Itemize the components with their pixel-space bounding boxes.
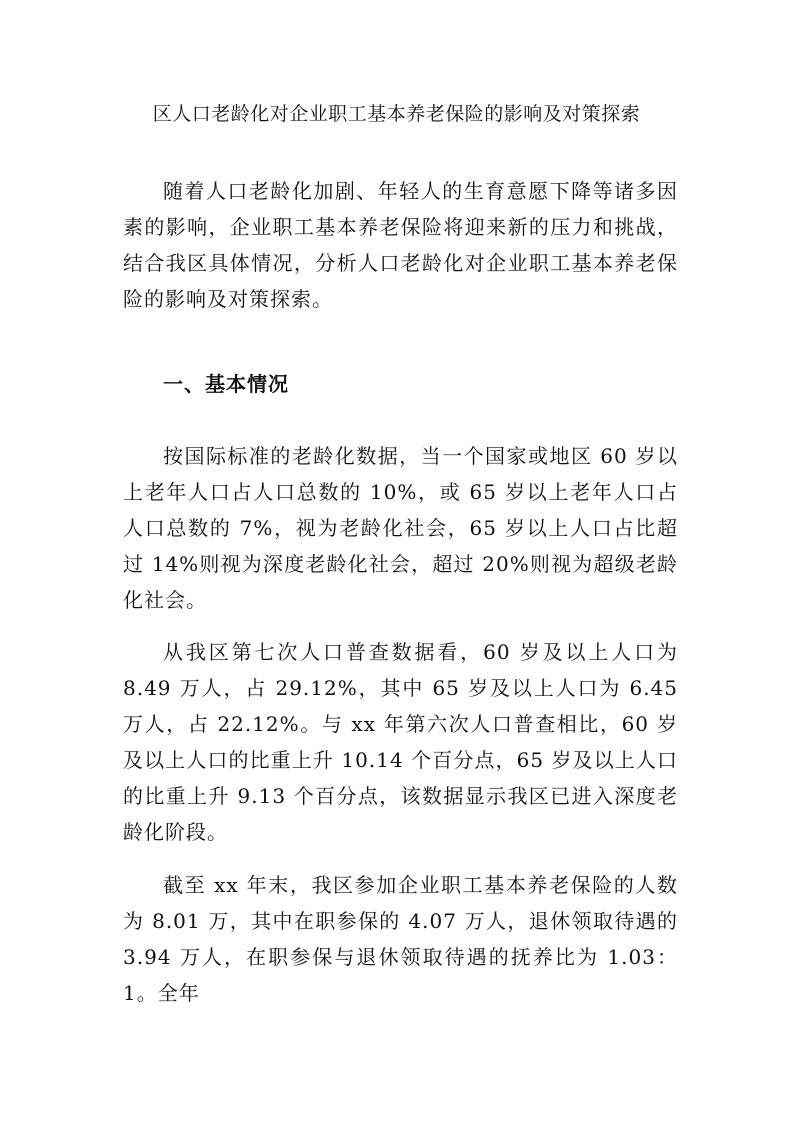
- body-paragraph: 按国际标准的老龄化数据，当一个国家或地区 60 岁以上老年人口占人口总数的 10%，或 65 岁以上老年人口占人口总数的 7%，视为老龄化社会，65 岁以上人口占比超过 14%则视为深度老龄化社会，超过 20%则视为超级老龄化社会。: [123, 444, 678, 612]
- body-paragraph: 从我区第七次人口普查数据看，60 岁及以上人口为 8.49 万人，占 29.12%，其中 65 岁及以上人口为 6.45 万人，占 22.12%。与 xx 年第六次人口普查相比，60 岁及以上人口的比重上升 10.14 个百分点，65 岁及以上人口的比重上升 9.13 个百分点，该数据显示我区已进入深度老龄化阶段。: [123, 640, 678, 844]
- body-paragraph: 截至 xx 年末，我区参加企业职工基本养老保险的人数为 8.01 万，其中在职参保的 4.07 万人，退休领取待遇的 3.94 万人，在职参保与退休领取待遇的抚养比为 1.03：1。全年: [123, 873, 678, 1005]
- section-heading: 一、基本情况: [163, 372, 289, 396]
- intro-paragraph: 随着人口老龄化加剧、年轻人的生育意愿下降等诸多因素的影响，企业职工基本养老保险将迎来新的压力和挑战，结合我区具体情况，分析人口老龄化对企业职工基本养老保险的影响及对策探索。: [123, 179, 678, 311]
- document-title: 区人口老龄化对企业职工基本养老保险的影响及对策探索: [152, 103, 641, 125]
